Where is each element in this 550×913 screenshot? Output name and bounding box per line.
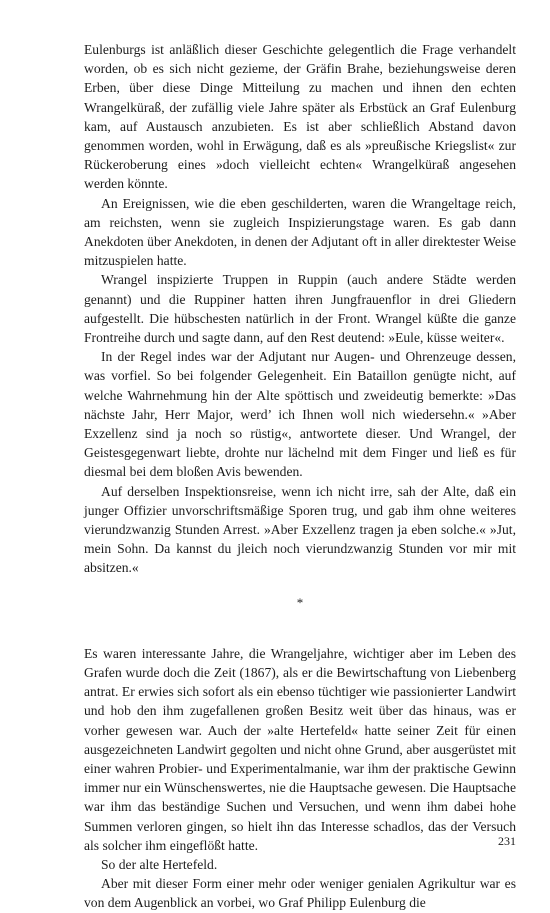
paragraph-7: So der alte Hertefeld. xyxy=(101,856,218,872)
paragraph-8: Aber mit dieser Form einer mehr oder weniger genialen Agrikultur war es von dem Augenblick an vorbei, wo Graf Philipp Eulenburg die xyxy=(84,876,516,911)
paragraph-4: In der Regel indes war der Adjutant nur Augen- und Ohrenzeuge dessen, was vorfiel. So bei folgender Gelegenheit. Ein Bataillon genügte nicht, auf welche Wahrnehmung hin der Alte spöttisch und zweideutig bemerkte: »Das nächste Jahr, Herr Major, werd’ ich Ihnen woll nich wiedersehn.« »Aber Exzellenz sind ja noch so rüstig«, antwortete dieser. Und Wrangel, der Geistesgegenwart liebte, drohte nur lächelnd mit dem Finger und ließ es für diesmal bei dem bloßen Avis bewenden. xyxy=(84,349,516,480)
paragraph-5: Auf derselben Inspektionsreise, wenn ich nicht irre, sah der Alte, daß ein junger Offizier unvorschriftsmäßige Sporen trug, und gab ihm ohne weiteres vierundzwanzig Stunden Arrest. »Aber Exzellenz tragen ja eben solche.« »Jut, mein Sohn. Da kannst du jleich noch vierundzwanzig Stunden vor mir mit absitzen.« xyxy=(84,483,516,576)
paragraph-1: Eulenburgs ist anläßlich dieser Geschichte gelegentlich die Frage verhandelt worden, ob es sich nicht gezieme, der Gräfin Brahe, beziehungsweise deren Erben, über diese Dinge Mitteilung zu machen und ihnen den echten Wrangelküraß, der zufällig viele Jahre später als Erbstück an Graf Eulenburg kam, auf Austausch anzubieten. Es ist aber schließlich Abstand davon genommen worden, wohl in Erwägung, daß es als »preußische Kriegslist« zur Rückeroberung eines »doch vielleicht echten« Wrangelküraß angesehen werden könnte. xyxy=(84,42,516,192)
paragraph-6: Es waren interessante Jahre, die Wrangeljahre, wichtiger aber im Leben des Grafen wurde doch die Zeit (1867), als er die Bewirtschaftung von Liebenberg antrat. Er erwies sich sofort als ein ebenso tüchtiger wie passionierter Landwirt und hob den ihm zugefallenen großen Besitz weit über das hinaus, was er vorher gewesen war. Auch der »alte Hertefeld« hatte seiner Zeit für einen ausgezeichneten Landwirt gegolten und nicht ohne Grund, aber ausgerüstet mit einer wahren Probier- und Experimentalmanie, war ihm der praktische Gewinn immer nur ein Wünschenswertes, nie die Hauptsache gewesen. Die Hauptsache war ihm das beständige Suchen und Versuchen, und wenn ihm dabei hohe Summen verloren gingen, so hielt ihn das Interesse schadlos, das der Versuch als solcher ihm eingeflößt hatte. xyxy=(84,645,516,853)
paragraph-2: An Ereignissen, wie die eben geschilderten, waren die Wrangeltage reich, am reichsten, wenn sie zugleich Inspizierungstage waren. Es gab dann Anekdoten über Anekdoten, in denen der Adjutant oft in aller direktester Weise mitzuspielen hatte. xyxy=(84,195,516,269)
paragraph-3: Wrangel inspizierte Truppen in Ruppin (auch andere Städte werden genannt) und die Ruppiner hatten ihren Jungfrauenflor in drei Gliedern aufgestellt. Die hübschesten natürlich in der Front. Wrangel küßte die ganze Frontreihe durch und sagte dann, auf den Rest deutend: »Eule, küsse weiter«. xyxy=(84,272,516,346)
section-separator: * xyxy=(296,594,304,610)
page-body xyxy=(84,40,516,913)
page-number: 231 xyxy=(498,834,516,848)
